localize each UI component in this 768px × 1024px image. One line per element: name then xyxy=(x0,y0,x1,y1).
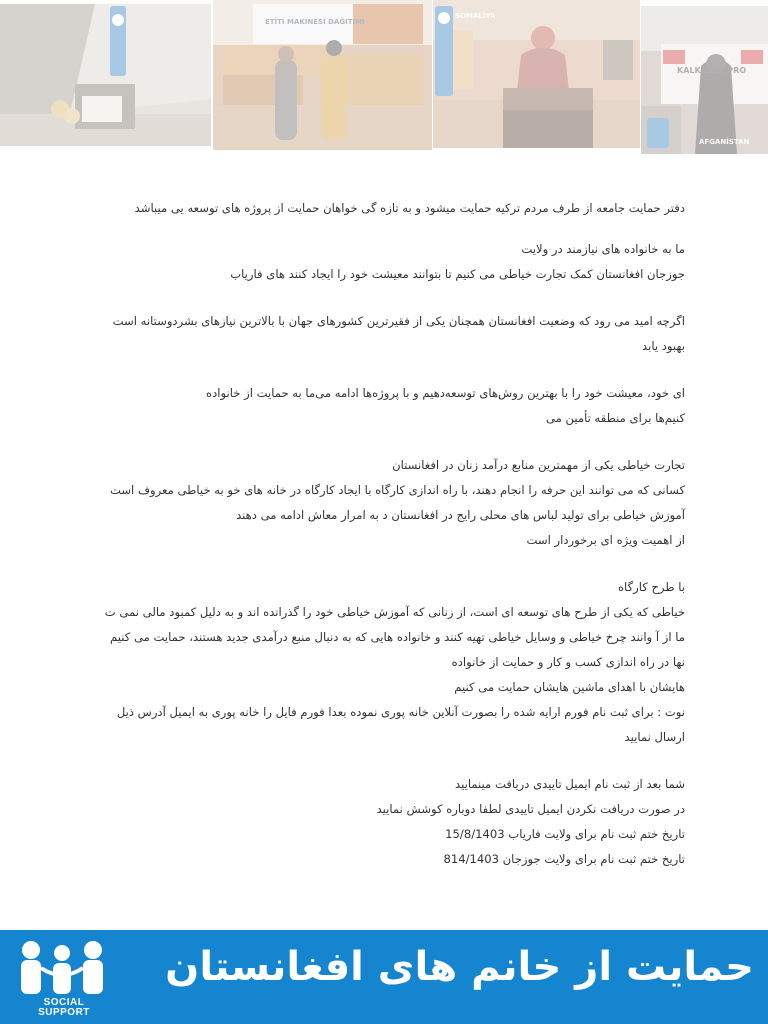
photo-afghanistan-project xyxy=(641,6,768,154)
registration-note: ارسال نمایید xyxy=(624,730,685,744)
deadline-jawzjan: تاریخ ختم ثبت نام برای ولایت جوزجان 814/1403 xyxy=(443,852,685,866)
tailoring-line: آموزش خیاطی برای تولید لباس های محلی رایج در افغانستان د به امرار معاش ادامه می دهند xyxy=(236,508,685,522)
confirmation-line: در صورت دریافت نکردن ایمیل تاییدی لطفا دوباره کوشش نمایید xyxy=(376,802,685,816)
livelihood-line: ای خود، معیشت خود را با بهترین روش‌های توسعه‌دهیم و با پروژه‌ها ادامه می‌ما به حمایت از خانواده xyxy=(206,386,685,400)
photo-strip xyxy=(0,0,768,154)
livelihood-line: کنیم‌ها برای منطقه تأمین می xyxy=(545,411,685,425)
intro-paragraph: دفتر حمایت جامعه از طرف مردم ترکیه حمایت میشود و به تازه گی خواهان حمایت از پروژه های توسعه یی میباشد xyxy=(134,201,685,215)
somalia-label: SOMALİYA xyxy=(455,12,496,20)
photo-distribution-boxes xyxy=(213,0,432,150)
people-icon xyxy=(16,938,108,998)
workshop-heading: با طرح کارگاه xyxy=(617,580,685,594)
logo-text-social: SOCIAL xyxy=(43,997,85,1008)
support-line: ما به خانواده های نیازمند در ولایت xyxy=(521,242,685,256)
workshop-line: نها در راه اندازی کسب و کار و حمایت از خانواده xyxy=(451,655,685,669)
registration-note: نوت : برای ثبت نام فورم ارایه شده را بصورت آنلاین خانه پوری نموده بعدا فورم فایل را خانه پوری به ایمیل آدرس ذیل xyxy=(116,705,685,719)
tailoring-line: از اهمیت ویژه ای برخوردار است xyxy=(526,533,685,547)
announcement-text xyxy=(85,196,685,872)
social-support-logo xyxy=(16,938,108,1020)
deadline-faryab: تاریخ ختم ثبت نام برای ولایت فاریاب 15/8/1403 xyxy=(445,827,685,841)
afghanistan-label: AFGANİSTAN xyxy=(699,138,750,146)
tailoring-line: کسانی که می توانند این حرفه را انجام دهند، با راه اندازی کارگاه با ایجاد کارگاه در خانه های خو به خیاطی معروف است xyxy=(109,483,685,497)
workshop-line: ما از آ وانند چرخ خیاطی و وسایل خیاطی تهیه کنند و خانواده هایی که به دنبال منبع درآمدی جدید هستند، حمایت می کنیم xyxy=(110,630,685,644)
banner-label: ETİTİ MAKİNESİ DAĞITIMI xyxy=(265,18,365,26)
photo-sewing-machine-delivery xyxy=(0,4,211,146)
photo-somalia-sewing xyxy=(433,0,640,148)
footer-title: حمایت از خانم های افغانستان xyxy=(165,944,754,990)
workshop-line: هایشان با اهدای ماشین هایشان حمایت می کنیم xyxy=(454,680,685,694)
situation-line: بهبود یابد xyxy=(642,339,685,353)
tailoring-line: تجارت خیاطی یکی از مهمترین منابع درآمد زنان در افغانستان xyxy=(392,458,685,472)
footer-banner xyxy=(0,930,768,1024)
support-line: جوزجان افغانستان کمک تجارت خیاطی می کنیم تا بتوانند معیشت خود را ایجاد کنند های فاریاب xyxy=(230,267,685,281)
kalkinma-label: KALKINMA PRO xyxy=(677,66,747,75)
logo-text-support: SUPPORT xyxy=(38,1007,90,1018)
confirmation-line: شما بعد از ثبت نام ایمیل تاییدی دریافت مینمایید xyxy=(455,777,685,791)
situation-line: اگرچه امید می رود که وضعیت افغانستان همچنان یکی از فقیرترین کشورهای جهان با بالاترین نیازهای بشردوستانه است xyxy=(112,314,685,328)
workshop-line: خیاطی که یکی از طرح های توسعه ای است، از زنانی که آموزش خیاطی خود را گذرانده اند و به دلیل کمبود مالی نمی ت xyxy=(104,605,685,619)
